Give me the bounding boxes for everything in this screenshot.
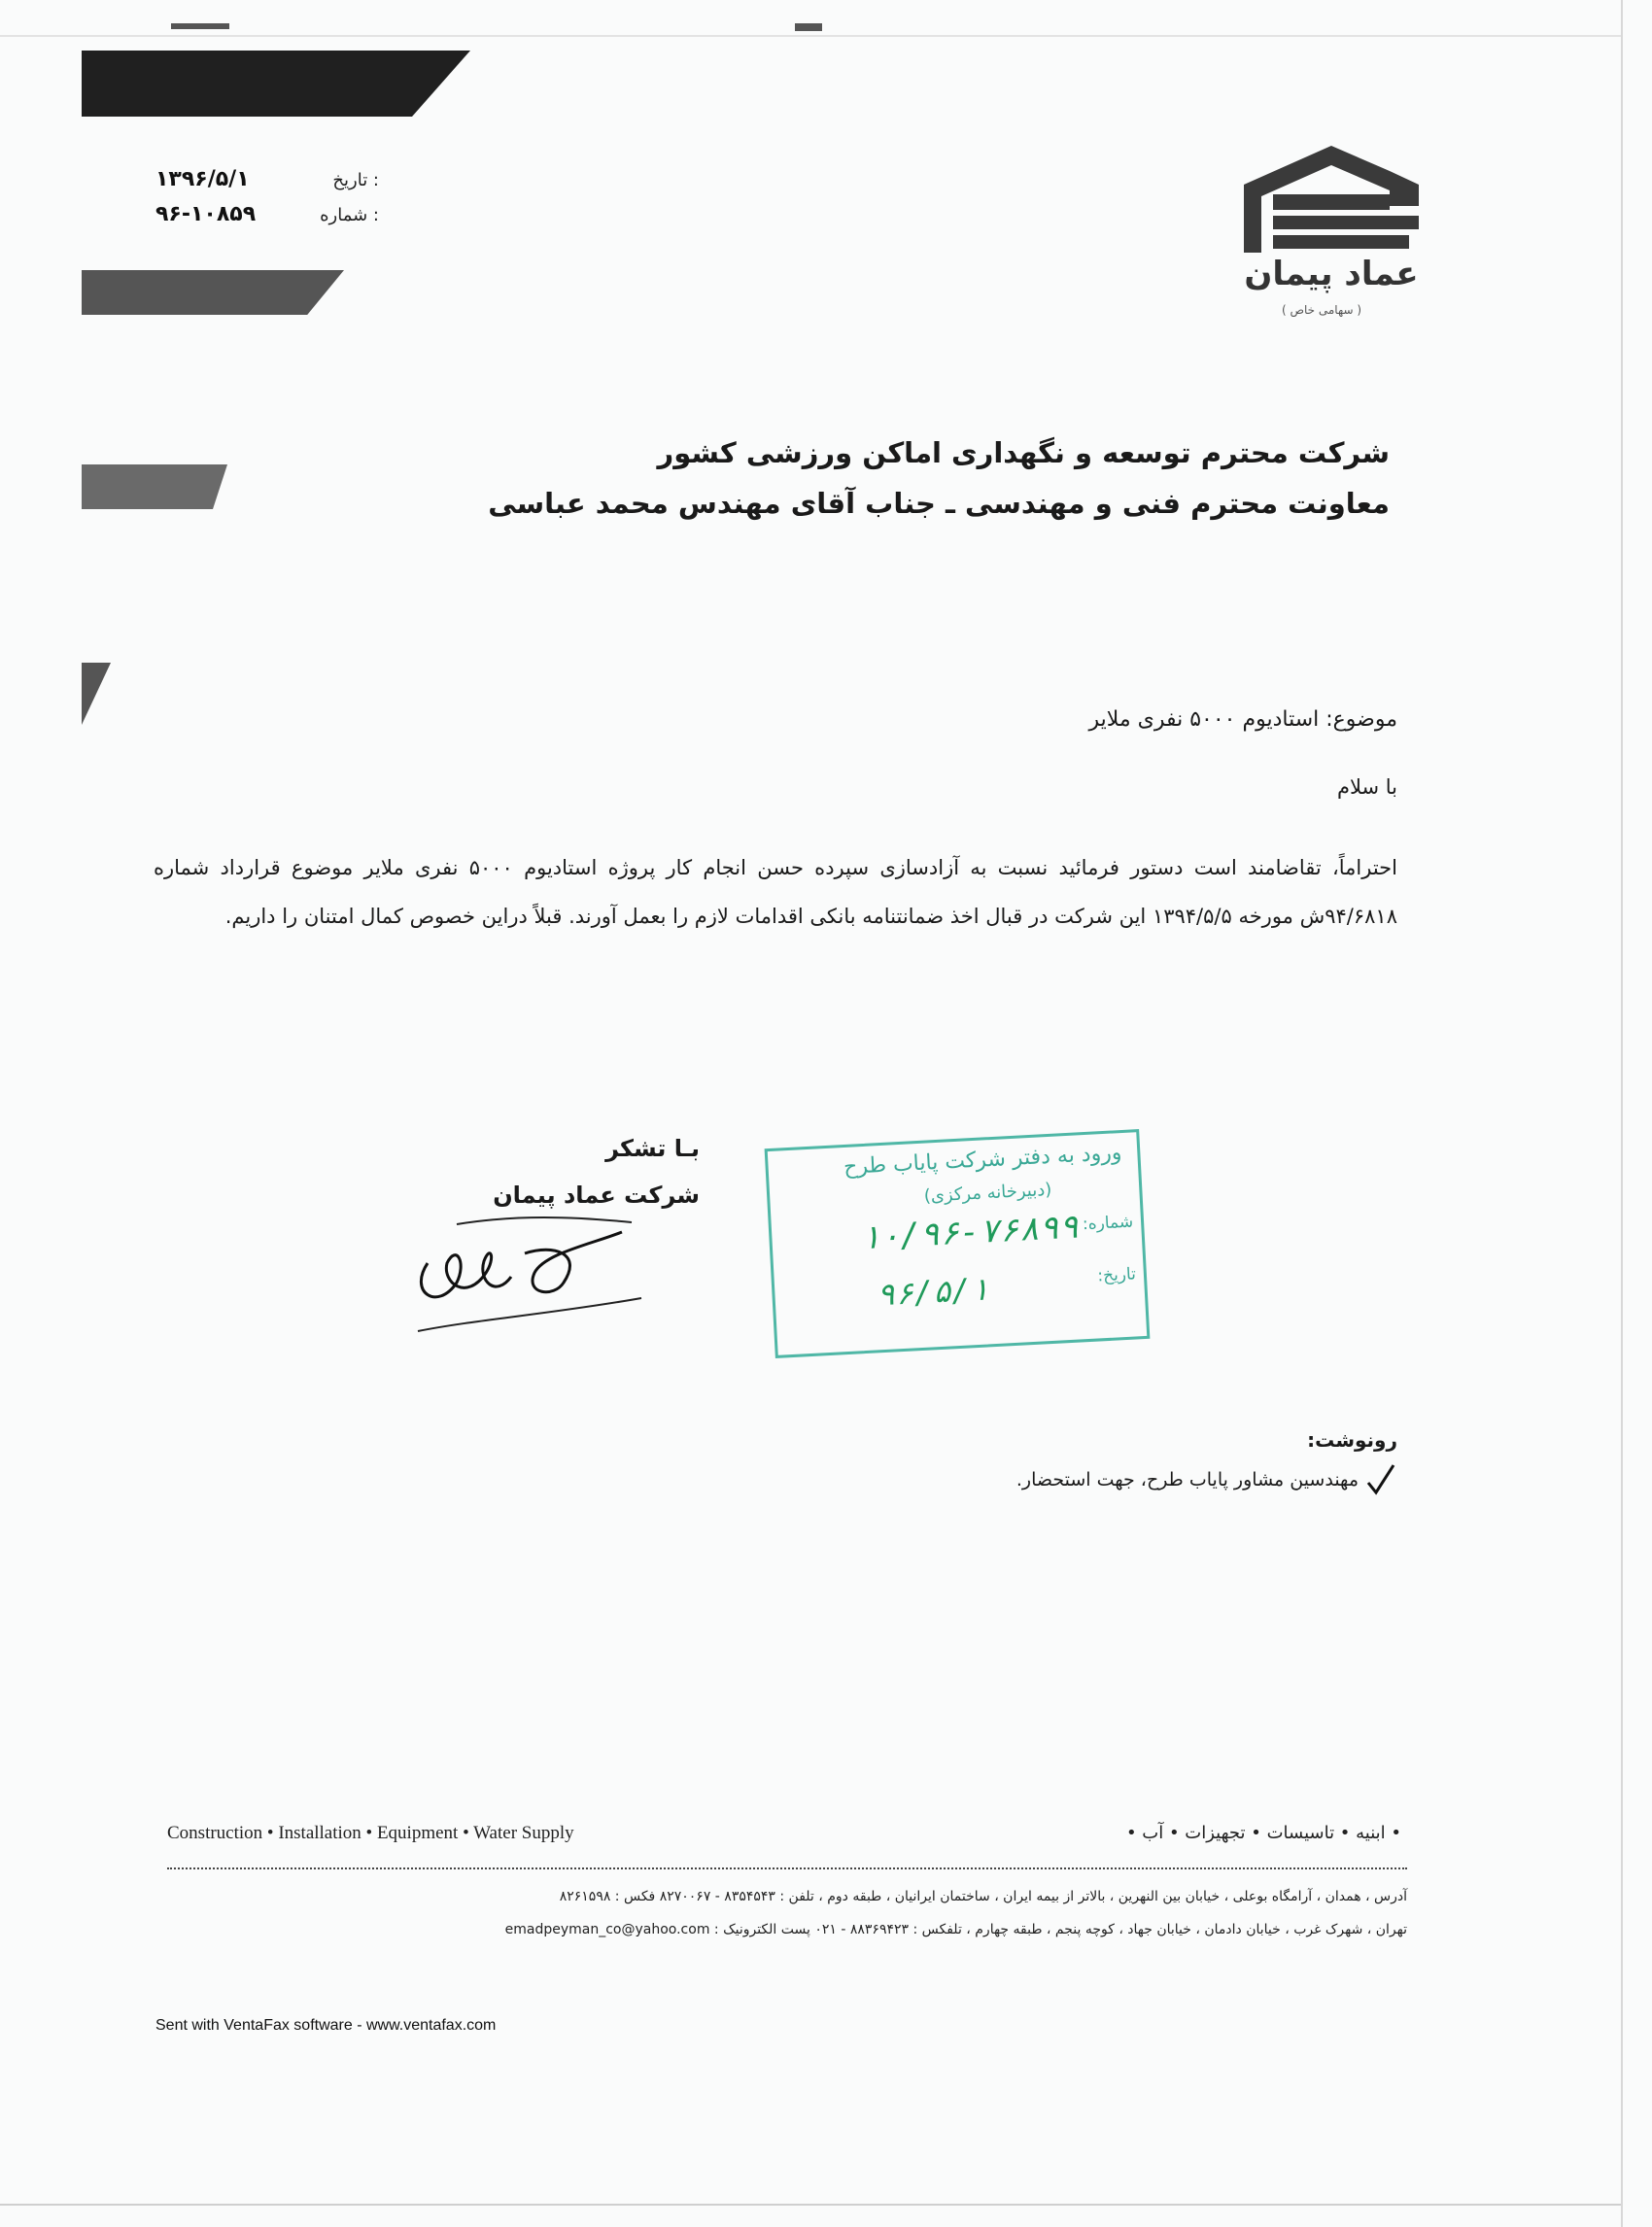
building-logo-icon — [1234, 146, 1428, 253]
page-top-edge — [0, 35, 1621, 37]
letter-subject: موضوع: استادیوم ۵۰۰۰ نفری ملایر — [1088, 707, 1397, 732]
number-row — [155, 202, 379, 237]
number-label: : شماره — [320, 205, 379, 225]
header-cutoff-mark — [795, 23, 822, 31]
footer-address-hamedan: آدرس ، همدان ، آرامگاه بوعلی ، خیابان بین النهرین ، بالاتر از بیمه ایران ، ساختمان ایرانیان ، طبقه دوم ، تلفن : ۸۳۵۴۵۴۳ - ۸۲۷۰۰۶۷ فکس : ۸۲۶۱۵۹۸ — [559, 1889, 1407, 1904]
received-stamp — [765, 1129, 1151, 1358]
addressee-block — [321, 428, 1390, 529]
cc-title: رونوشت: — [1307, 1428, 1397, 1452]
stamp-title: ورود به دفتر شرکت پایاب طرح — [843, 1141, 1122, 1180]
page-right-edge — [1621, 0, 1623, 2227]
letterhead-bar-2 — [82, 270, 344, 315]
stamp-number-value: ۱۰/۹۶-۷۶۸۹۹ — [859, 1207, 1081, 1258]
cc-item-text: مهندسین مشاور پایاب طرح، جهت استحضار. — [1015, 1469, 1359, 1490]
cc-item — [814, 1463, 1397, 1496]
footer-address-tehran: تهران ، شهرک غرب ، خیابان دادمان ، خیابان جهاد ، کوچه پنجم ، طبقه چهارم ، تلفکس : ۸۸۳۶۹۴۲۳ - ۰۲۱ پست الکترونیک : emadpeyman_co@yahoo.com — [504, 1922, 1407, 1937]
page-bottom-edge — [0, 2204, 1621, 2206]
closing-company: شرکت عماد پیمان — [493, 1182, 700, 1209]
footer-divider — [167, 1867, 1407, 1869]
checkmark-icon — [1364, 1463, 1397, 1496]
header-cutoff-mark — [171, 23, 229, 29]
footer-services-fa: • ابنیه • تاسیسات • تجهیزات • آب • — [1125, 1823, 1401, 1843]
letter-greeting: با سلام — [1336, 775, 1397, 799]
stamp-number-label: شماره: — [1082, 1212, 1134, 1235]
number-value: ۹۶-۱۰۸۵۹ — [155, 202, 257, 226]
date-row — [155, 167, 379, 202]
letter-paragraph: احتراماً، تقاضامند است دستور فرمائید نسبت به آزادسازی سپرده حسن انجام کار پروژه استادیوم ۵۰۰۰ نفری ملایر موضوع قرارداد شماره ۹۴/۶۸۱۸ش مورخه ۱۳۹۴/۵/۵ این شرکت در قبال اخذ ضمانتنامه بانکی اقدامات لازم را بعمل آورند. قبلاً دراین خصوص کمال امتنان را داریم. — [154, 856, 1397, 928]
date-label: : تاریخ — [332, 170, 379, 190]
letterhead-bar-4 — [82, 663, 111, 725]
handwritten-signature — [398, 1205, 651, 1341]
letterhead-bar-3 — [82, 464, 227, 509]
letter-meta — [155, 167, 379, 264]
cc-block — [814, 1428, 1397, 1496]
stamp-date-label: تاریخ: — [1096, 1264, 1137, 1286]
addressee-line-2: معاونت محترم فنی و مهندسی ـ جناب آقای مهندس محمد عباسی — [488, 487, 1390, 520]
company-logo — [1234, 146, 1428, 330]
logo-subtitle: ( سهامی خاص ) — [1281, 303, 1362, 317]
addressee-line-1: شرکت محترم توسعه و نگهداری اماکن ورزشی کشور — [657, 436, 1390, 469]
stamp-subtitle: (دبیرخانه مرکزی) — [923, 1179, 1052, 1207]
date-value: ۱۳۹۶/۵/۱ — [155, 167, 250, 191]
closing-thanks: بـا تشکر — [605, 1135, 700, 1162]
letterhead-bar-1 — [82, 51, 470, 117]
stamp-date-value: ۹۶/۵/۱ — [876, 1270, 990, 1314]
logo-name: عماد پیمان — [1244, 255, 1419, 293]
fax-software-note: Sent with VentaFax software - www.ventafax.com — [155, 2017, 497, 2034]
footer-services-en: Construction • Installation • Equipment • Water Supply — [167, 1823, 574, 1843]
